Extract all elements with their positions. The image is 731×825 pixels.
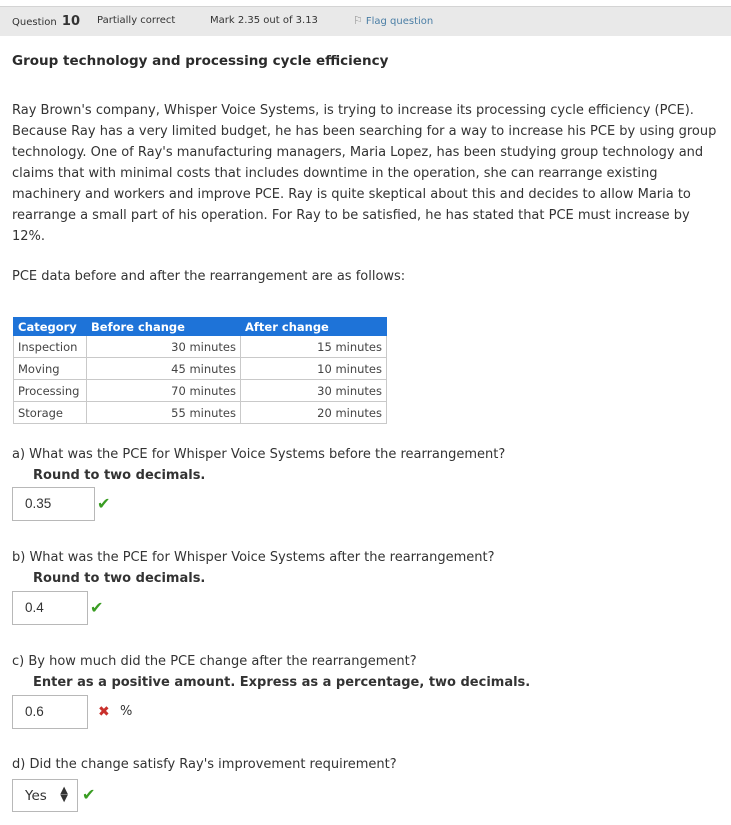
part-c-instruction: Enter as a positive amount. Express as a percentage, two decimals. [33, 675, 531, 690]
table-header-row [14, 318, 387, 336]
cross-icon: ✖ [98, 704, 110, 720]
flag-question-link[interactable]: ⚐ Flag question [353, 14, 434, 27]
part-a-question: a) What was the PCE for Whisper Voice Systems before the rearrangement? [12, 447, 506, 462]
cell-category: Processing [14, 380, 87, 402]
cell-category: Storage [14, 402, 87, 424]
pce-table [13, 317, 387, 424]
question-paragraph: Ray Brown's company, Whisper Voice Systems, is trying to increase its processing cycle efficiency (PCE). Because Ray has a very limited budget, he has been searching for a way to increase his PCE by using group technology. One of Ray's manufacturing managers, Maria Lopez, has been studying group technology and claims that with minimal costs that includes downtime in the operation, she can rearrange existing machinery and workers and improve PCE. Ray is quite skeptical about this and decides to allow Maria to rearrange a small part of his operation. For Ray to be satisfied, he has stated that PCE must increase by 12%. [12, 103, 717, 244]
table-row [14, 402, 387, 424]
header-after: After change [241, 318, 387, 336]
cell-before: 30 minutes [87, 336, 241, 358]
cell-after: 30 minutes [241, 380, 387, 402]
percent-unit: % [120, 704, 133, 719]
question-info-bar [0, 6, 731, 36]
part-d-question: d) Did the change satisfy Ray's improvement requirement? [12, 757, 397, 772]
cell-before: 45 minutes [87, 358, 241, 380]
cell-before: 70 minutes [87, 380, 241, 402]
part-d-answer-select[interactable] [12, 779, 78, 812]
question-mark: Mark 2.35 out of 3.13 [210, 15, 318, 26]
table-row [14, 358, 387, 380]
table-row [14, 380, 387, 402]
cell-after: 15 minutes [241, 336, 387, 358]
table-intro: PCE data before and after the rearrangement are as follows: [12, 269, 406, 284]
check-icon: ✔ [82, 785, 96, 804]
cell-category: Inspection [14, 336, 87, 358]
part-b-question: b) What was the PCE for Whisper Voice Systems after the rearrangement? [12, 550, 495, 565]
cell-after: 20 minutes [241, 402, 387, 424]
part-a-instruction: Round to two decimals. [33, 468, 206, 483]
cell-after: 10 minutes [241, 358, 387, 380]
question-title: Group technology and processing cycle efficiency [12, 53, 389, 69]
check-icon: ✔ [90, 598, 104, 617]
part-c-answer-input[interactable]: 0.6 [12, 695, 88, 729]
cell-before: 55 minutes [87, 402, 241, 424]
cell-category: Moving [14, 358, 87, 380]
header-category: Category [14, 318, 87, 336]
header-before: Before change [87, 318, 241, 336]
part-c-question: c) By how much did the PCE change after the rearrangement? [12, 654, 417, 669]
part-b-instruction: Round to two decimals. [33, 571, 206, 586]
flag-icon: ⚐ [353, 14, 363, 27]
part-a-answer-input[interactable]: 0.35 [12, 487, 95, 521]
check-icon: ✔ [97, 494, 111, 513]
select-value: Yes [25, 788, 47, 804]
select-arrow-icon: ▲ ▼ [60, 785, 68, 804]
part-b-answer-input[interactable]: 0.4 [12, 591, 88, 625]
question-state: Partially correct [97, 15, 176, 26]
question-label: Question 10 [12, 14, 81, 29]
table-row [14, 336, 387, 358]
question-number: 10 [61, 14, 81, 29]
